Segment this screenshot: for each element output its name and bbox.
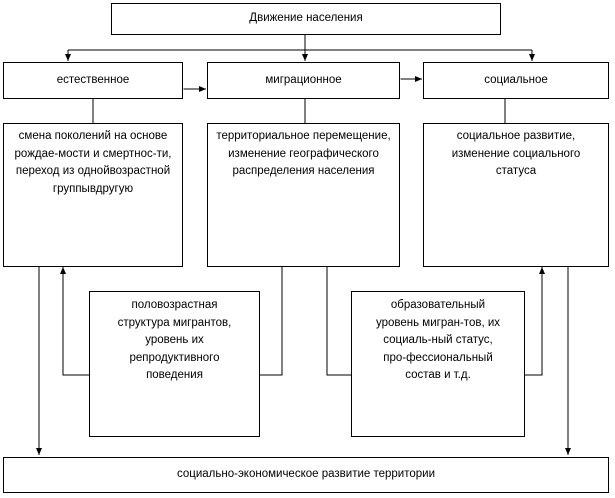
description-migration-text: территориальное перемещение, изменение географического распределения населения: [216, 130, 391, 177]
description-natural-box: [3, 123, 183, 267]
description-social-box: [423, 123, 609, 267]
description-social-text: социальное развитие, изменение социального статуса: [451, 130, 581, 177]
arrow-migration-to-agesex: [260, 267, 282, 375]
factor-education-text: образовательный уровень мигран-тов, их социаль-ный статус, про-фессиональный состав и т.д.: [375, 299, 501, 381]
factor-agesex-text: половозрастная структура мигрантов, уровень их репродуктивного поведения: [117, 299, 232, 381]
factor-agesex-box: [89, 291, 260, 437]
category-natural-box: [3, 62, 183, 99]
category-migration-box: [207, 62, 400, 99]
arrow-education-to-social: [525, 267, 542, 375]
category-social-box: [423, 62, 609, 99]
category-natural-label: естественное: [56, 73, 130, 86]
description-migration-box: [207, 123, 400, 267]
arrow-migration-to-education: [327, 267, 351, 375]
factor-education-box: [351, 291, 525, 437]
title-text: Движение населения: [249, 12, 363, 25]
category-social-label: социальное: [484, 73, 548, 86]
outcome-box: [3, 457, 609, 493]
description-natural-text: смена поколений на основе рождае-мости и смертнос-ти, переход из однойвозрастной группывдругую: [14, 130, 172, 195]
title-box: [111, 3, 501, 35]
category-migration-label: миграционное: [265, 73, 342, 86]
outcome-text: социально-экономическое развитие территории: [176, 468, 436, 481]
arrow-agesex-to-natural: [63, 267, 89, 375]
